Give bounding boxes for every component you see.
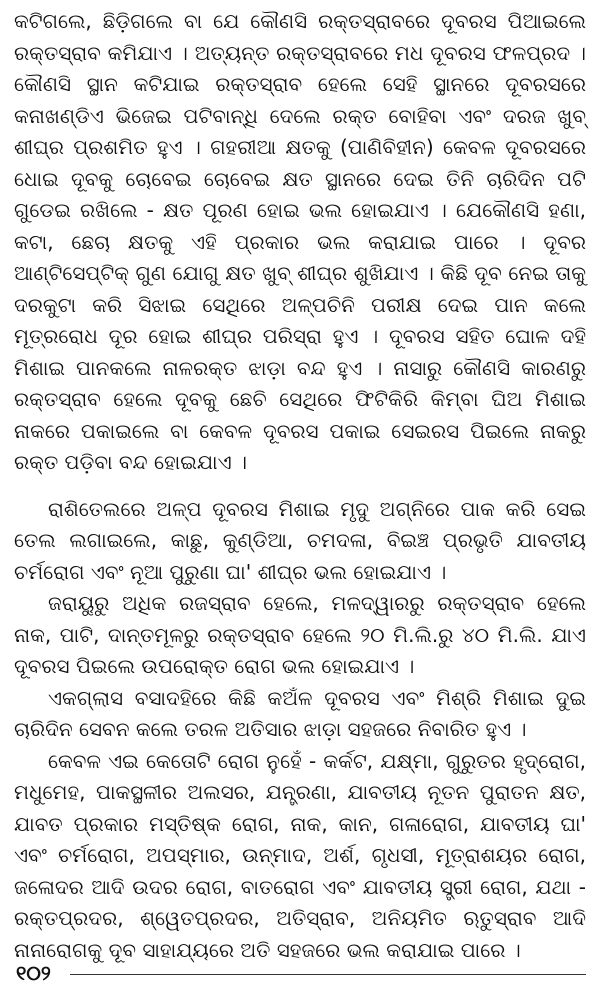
paragraph-durva-bleeding-wounds: କଟିଗଲେ, ଛିଡ଼ିଗଲେ ବା ଯେ କୌଣସି ରକ୍ତସ୍ରାବରେ ଦୂବରସ ପିଆଇଲେ ରକ୍ତସ୍ରାବ କମିଯାଏ । ଅତ୍ୟନ୍ତ ରକ୍ତସ୍ରାବରେ ମଧ ଦୂବରସ ଫଳପ୍ରଦ । କୌଣସି ସ୍ଥାନ କଟିଯାଇ ରକ୍ତସ୍ରାବ ହେଲେ ସେହି ସ୍ଥାନରେ ଦୂବରସରେ କନାଖଣ୍ଡିଏ ଭିଜେଇ ପଟିବାନ୍ଧି ଦେଲେ ରକ୍ତ ବୋହିବା ଏବଂ ଦରଜ ଖୁବ୍ ଶୀଘ୍ର ପ୍ରଶମିତ ହୁଏ । ଗହରୀଆ କ୍ଷତକୁ (ପାଣିବିହୀନ) କେବଳ ଦୂବରସରେ ଧୋଇ ଦୂବକୁ ଚୋବେଇ ଚୋବେଇ କ୍ଷତ ସ୍ଥାନରେ ଦେଇ ତିନି ଚାରିଦିନ ପଟି ଗୁଡେଇ ରଖିଲେ - କ୍ଷତ ପୂରଣ ହୋଇ ଭଲ ହୋଇଯାଏ । ଯେକୌଣସି ହଣା, କଟା, ଛେଚା କ୍ଷତକୁ ଏହି ପ୍ରକାର ଭଲ କରାଯାଇ ପାରେ । ଦୂବର ଆଣ୍ଟିସେପ୍‌ଟିକ୍ ଗୁଣ ଯୋଗୁ କ୍ଷତ ଖୁବ୍ ଶୀଘ୍ର ଶୁଖିଯାଏ । କିଛି ଦୂବ ନେଇ ତାକୁ ଦରକୁଟା କରି ସିଝାଇ ସେଥିରେ ଅଳ୍ପଚିନି ପରୀକ୍ଷ ଦେଇ ପାନ କଲେ ମୂତ୍ରରୋଧ ଦୂର ହୋଇ ଶୀଘ୍ର ପରିସ୍ରା ହୁଏ । ଦୂବରସ ସହିତ ଘୋଳ ଦହି ମିଶାଇ ପାନକଲେ ନାଳରକ୍ତ ଝାଡ଼ା ବନ୍ଦ ହୁଏ । ନାସାରୁ କୌଣସି କାରଣରୁ ରକ୍ତସ୍ରାବ ହେଲେ ଦୂବକୁ ଛେଚି ସେଥିରେ ଫିଟିକିରି କିମ୍ବା ଘିଅ ମିଶାଇ ନାକରେ ପକାଇଲେ ବା କେବଳ ଦୂବରସ ପକାଇ ସେଇରସ ପିଇଲେ ନାକରୁ ରକ୍ତ ପଡ଼ିବା ବନ୍ଦ ହୋଇଯାଏ । bbox=[14, 9, 586, 474]
page-number: ୧୦୨ bbox=[16, 961, 51, 985]
page-body bbox=[14, 6, 586, 966]
paragraph-durva-diseases: କେବଳ ଏଇ କେତୋଟି ରୋଗ ନୁହେଁ - କର୍କଟ, ଯକ୍ଷ୍ମା, ଗୁରୁତର ହୃଦ୍‌ରୋଗ, ମଧୁମେହ, ପାକସ୍ଥଳୀର ଅଲସର, ଯନ୍ତ୍ରଣା, ଯାବତୀୟ ନୂତନ ପୁରାତନ କ୍ଷତ, ଯାବତ ପ୍ରକାର ମସ୍ତିଷ୍କ ରୋଗ, ନାକ, କାନ, ଗଳାରୋଗ, ଯାବତୀୟ ଘା' ଏବଂ ଚର୍ମରୋଗ, ଅପସ୍ମାର, ଉନ୍ମାଦ, ଅର୍ଶ, ଗୃଧସୀ, ମୂତ୍ରାଶୟର ରୋଗ, ଜଳୋଦର ଆଦି ଉଦର ରୋଗ, ବାତରୋଗ ଏବଂ ଯାବତୀୟ ସ୍ତ୍ରୀ ରୋଗ, ଯଥା - ରକ୍ତପ୍ରଦର, ଶ୍ୱେତପ୍ରଦର, ଅତିସ୍ରାବ, ଅନିୟମିତ ଋତୁସ୍ରାବ ଆଦି ନାନାରୋଗକୁ ଦୂବ ସାହାଯ୍ୟରେ ଅତି ସହଜରେ ଭଲ କରାଯାଇ ପାରେ । bbox=[14, 748, 586, 962]
paragraph-durva-oil-skin: ରାଶିତେଲରେ ଅଳ୍ପ ଦୂବରସ ମିଶାଇ ମୃଦୁ ଅଗ୍ନିରେ ପାକ କରି ସେଇ ତେଲ ଲଗାଇଲେ, କାଛୁ, କୁଣ୍ଡିଆ, ଚମଦଳା, ବିଇଞ୍ଚ ପ୍ରଭୃତି ଯାବତୀୟ ଚର୍ମରୋଗ ଏବଂ ନୂଆ ପୁରୁଣା ଘା' ଶୀଘ୍ର ଭଲ ହୋଇଯାଏ । bbox=[14, 496, 586, 584]
footer-divider bbox=[70, 974, 586, 975]
page-footer bbox=[14, 955, 586, 989]
paragraph-durva-hemorrhage: ଜରାୟୁରୁ ଅଧିକ ରଜସ୍ରାବ ହେଲେ, ମଳଦ୍ୱାରରୁ ରକ୍ତସ୍ରାବ ହେଲେ ନାକ, ପାଟି, ଦାନ୍ତମୂଳରୁ ରକ୍ତସ୍ରାବ ହେଲେ ୨୦ ମି.ଲି.ରୁ ୪୦ ମି.ଲି. ଯାଏ ଦୂବରସ ପିଇଲେ ଉପରୋକ୍ତ ରୋଗ ଭଲ ହୋଇଯାଏ । bbox=[14, 591, 586, 678]
paragraph-durva-diarrhea: ଏକଗ୍ଲାସ ବସାଦହିରେ କିଛି କଅଁଳ ଦୂବରସ ଏବଂ ମିଶ୍ରି ମିଶାଇ ଦୁଇ ଚାରିଦିନ ସେବନ କଲେ ତରଳ ଅତିସାର ଝାଡ଼ା ସହଜରେ ନିବାରିତ ହୁଏ । bbox=[14, 685, 586, 741]
